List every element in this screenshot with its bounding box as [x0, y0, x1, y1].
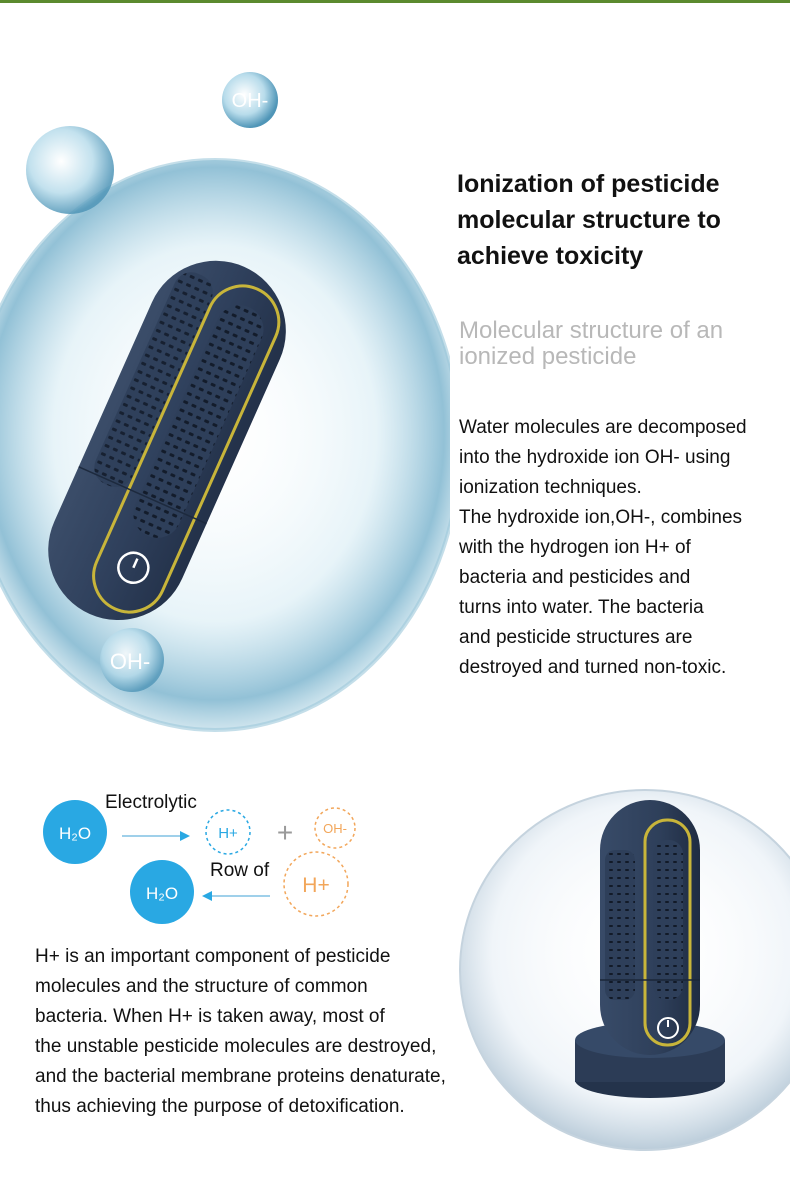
subtitle — [459, 318, 779, 370]
detox-line: H+ is an important component of pesticide — [35, 946, 391, 967]
hero-description — [459, 413, 779, 683]
row-of-label: Row of — [210, 860, 270, 881]
reaction-diagram — [30, 780, 410, 940]
h2o-bottom-label: H₂O — [145, 884, 179, 903]
description-line: ionization techniques. — [459, 477, 642, 498]
headline — [457, 166, 777, 274]
description-line: turns into water. The bacteria — [459, 597, 704, 618]
subtitle-line: ionized pesticide — [459, 343, 637, 370]
oh-label-top: OH- — [231, 90, 269, 112]
description-line: The hydroxide ion,OH-, combines — [459, 507, 743, 528]
oh-bubble-top — [222, 72, 278, 128]
detox-line: the unstable pesticide molecules are destroyed, — [35, 1036, 437, 1057]
arrow-left-icon — [202, 891, 270, 901]
description-line: bacteria and pesticides and — [459, 567, 691, 588]
headline-line: Ionization of pesticide — [457, 170, 720, 198]
description-line: into the hydroxide ion OH- using — [459, 447, 731, 468]
arrow-right-icon — [122, 831, 190, 841]
description-line: destroyed and turned non-toxic. — [459, 657, 727, 678]
subtitle-line: Molecular structure of an — [459, 317, 724, 344]
description-line: with the hydrogen ion H+ of — [459, 537, 691, 558]
detox-description — [35, 942, 495, 1122]
electrolytic-label: Electrolytic — [105, 792, 197, 813]
plus-sign: + — [276, 817, 294, 848]
h-plus-small-label: H+ — [218, 825, 238, 842]
description-line: Water molecules are decomposed — [459, 417, 747, 438]
headline-line: molecular structure to — [457, 206, 721, 234]
description-line: and pesticide structures are — [459, 627, 693, 648]
h-plus-large-label: H+ — [302, 874, 330, 897]
h2o-left-label: H₂O — [58, 824, 92, 843]
device-on-base-illustration — [455, 770, 790, 1170]
detox-line: molecules and the structure of common — [35, 976, 368, 997]
top-divider — [0, 0, 790, 3]
oh-bubble-bottom — [100, 628, 164, 692]
detox-line: thus achieving the purpose of detoxification. — [35, 1096, 405, 1117]
headline-line: achieve toxicity — [457, 242, 644, 270]
detox-line: bacteria. When H+ is taken away, most of — [35, 1006, 385, 1027]
oh-label-bottom: OH- — [109, 649, 151, 674]
detox-line: and the bacterial membrane proteins denaturate, — [35, 1066, 446, 1087]
hero-illustration — [0, 60, 450, 750]
bubble-left — [26, 126, 114, 214]
oh-label: OH- — [323, 821, 347, 836]
